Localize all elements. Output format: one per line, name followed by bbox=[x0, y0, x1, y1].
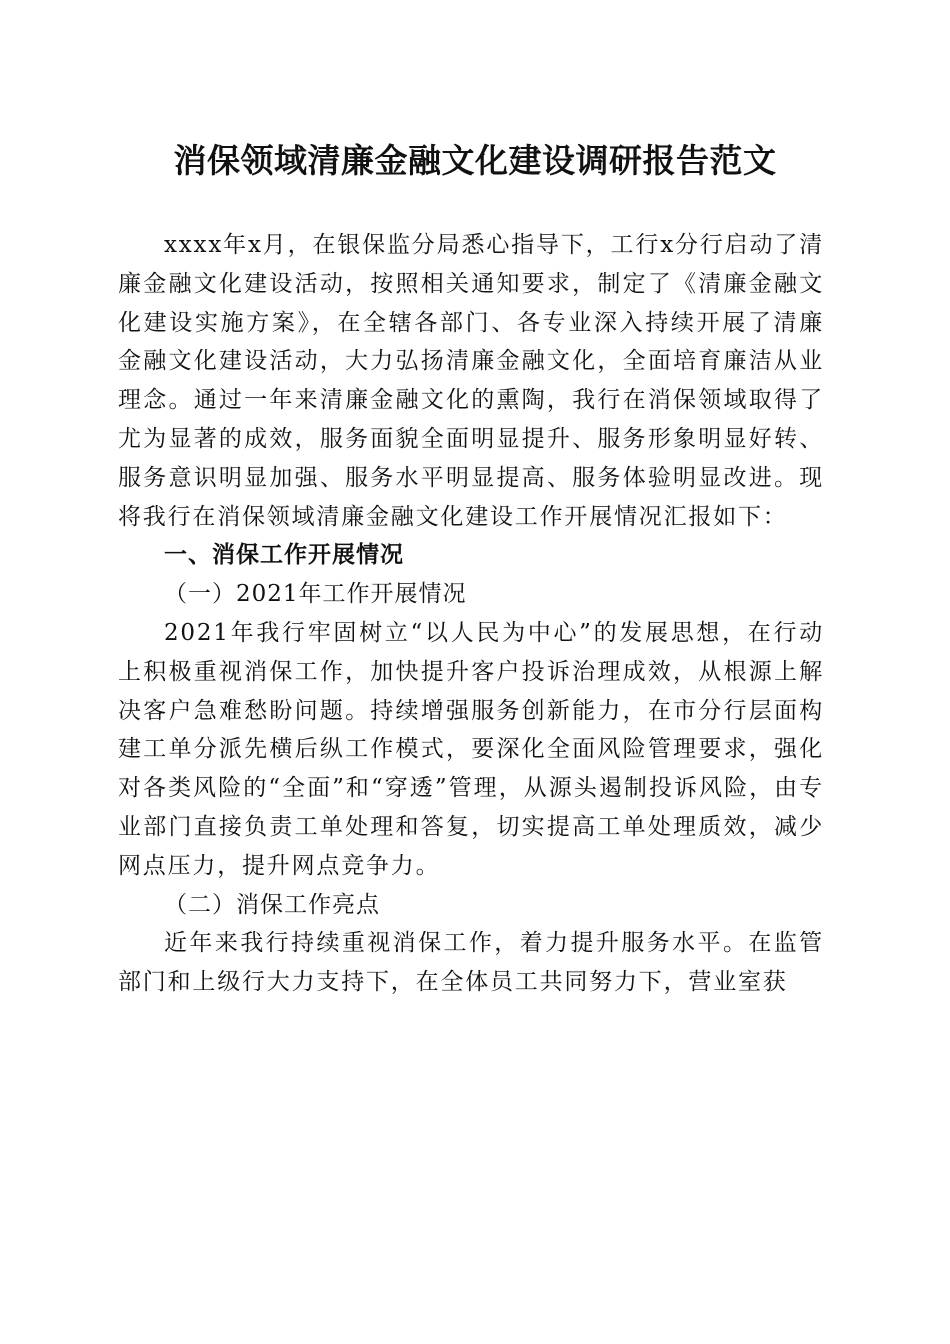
subsection-heading-1: （一）2021年工作开展情况 bbox=[164, 581, 467, 608]
subsection-1-paragraph: 2021年我行牢固树立“以人民为中心”的发展思想，在行动上积极重视消保工作，加快提升客户投诉治理成效，从根源上解决客户急难愁盼问题。持续增强服务创新能力，在市分行层面构建工单分派先横后纵工作模式，要深化全面风险管理要求，强化对各类风险的“全面”和“穿透”管理，从源头遏制投诉风险，由专业部门直接负责工单处理和答复，切实提高工单处理质效，减少网点压力，提升网点竞争力。 bbox=[118, 619, 824, 879]
subsection-2-paragraph: 近年来我行持续重视消保工作，着力提升服务水平。在监管部门和上级行大力支持下，在全体员工共同努力下，营业室获 bbox=[118, 930, 824, 996]
section-heading-1: 一、消保工作开展情况 bbox=[164, 542, 404, 569]
subsection-heading-2: （二）消保工作亮点 bbox=[164, 891, 380, 918]
intro-paragraph: xxxx年x月，在银保监分局悉心指导下，工行x分行启动了清廉金融文化建设活动，按照相关通知要求，制定了《清廉金融文化建设实施方案》，在全辖各部门、各专业深入持续开展了清廉金融文化建设活动，大力弘扬清廉金融文化，全面培育廉洁从业理念。通过一年来清廉金融文化的熏陶，我行在消保领域取得了尤为显著的成效，服务面貌全面明显提升、服务形象明显好转、服务意识明显加强、服务水平明显提高、服务体验明显改进。现将我行在消保领域清廉金融文化建设工作开展情况汇报如下： bbox=[118, 232, 824, 530]
document-body bbox=[118, 226, 824, 1002]
document-title: 消保领域清廉金融文化建设调研报告范文 bbox=[173, 141, 777, 180]
